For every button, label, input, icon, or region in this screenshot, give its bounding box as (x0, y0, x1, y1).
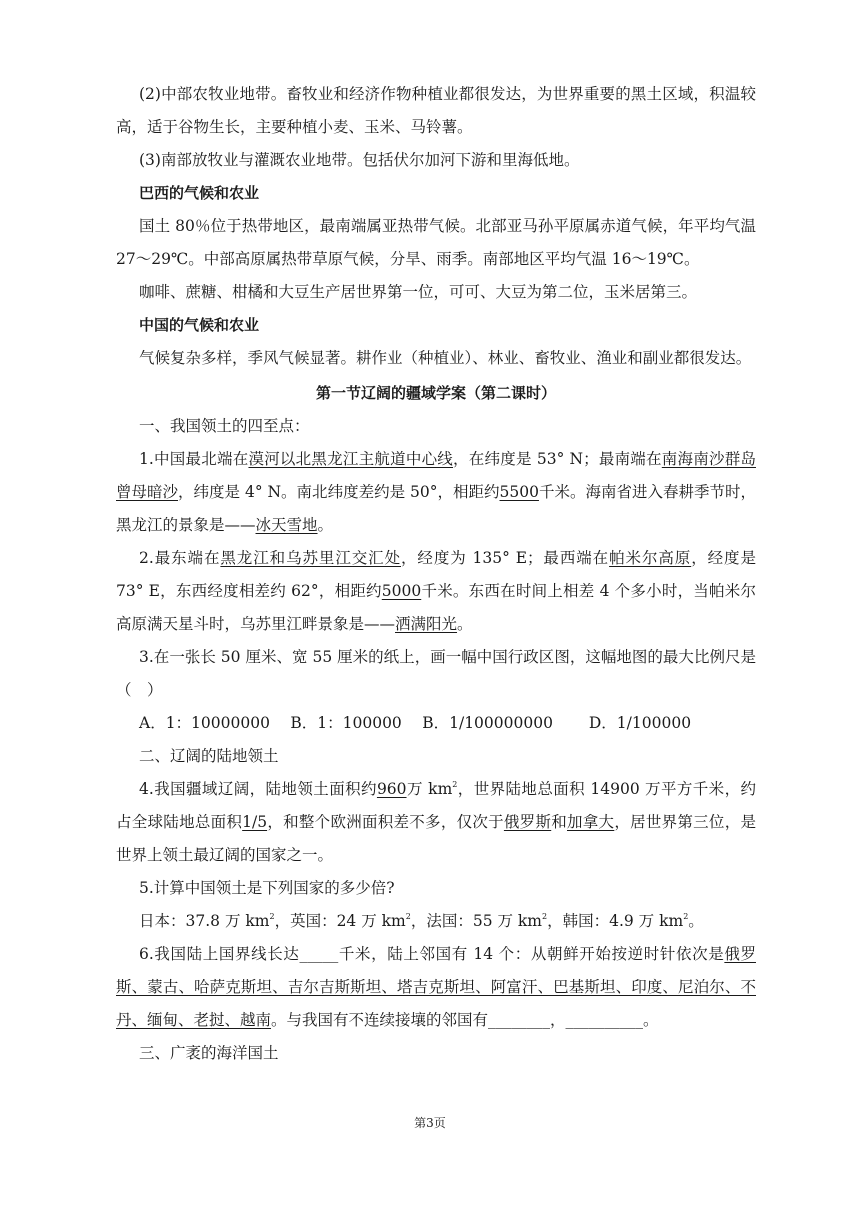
answer-land-fraction: 1/5 (242, 813, 268, 831)
heading-china: 中国的气候和农业 (139, 316, 260, 334)
page-number: 第3页 (414, 1116, 446, 1130)
answer-wusuli-scene: 洒满阳光 (395, 615, 458, 633)
answer-eastmost: 黑龙江和乌苏里江交汇处 (220, 549, 401, 567)
question-6: 6.我国陆上国界线长达_____千米，陆上邻国有 14 个：从朝鲜开始按逆时针依次是俄罗斯、蒙古、哈萨克斯坦、吉尔吉斯斯坦、塔吉克斯坦、阿富汗、巴基斯坦、印度、尼泊尔、不丹、缅甸、老挝、越南。与我国有不连续接壤的邻国有________，__________。 (116, 945, 756, 1029)
section-heading-2: 二、辽阔的陆地领土 (139, 747, 279, 765)
document-body (116, 78, 756, 1070)
question-4: 4.我国疆域辽阔，陆地领土面积约960万 $km^2$，世界陆地总面积 14900 万平方千米，约占全球陆地总面积1/5，和整个欧洲面积差不多，仅次于俄罗斯和加拿大，居世界第三位，是世界上领土最辽阔的国家之一。 (116, 780, 756, 864)
paragraph-brazil-agriculture: 咖啡、蔗糖、柑橘和大豆生产居世界第一位，可可、大豆为第二位，玉米居第三。 (139, 283, 698, 301)
section-title: 第一节辽阔的疆域学案（第二课时） (315, 384, 556, 402)
answer-russia: 俄罗斯 (503, 813, 552, 831)
question-2: 2.最东端在黑龙江和乌苏里江交汇处，经度为 135° E；最西端在帕米尔高原，经度是 73° E，东西经度相差约 62°，相距约5000千米。东西在时间上相差 4 个多小时，当帕米尔高原满天星斗时，乌苏里江畔景象是——洒满阳光。 (116, 549, 756, 633)
question-5-countries: 日本：37.8 万 $km^2$，英国：24 万 $km^2$，法国：55 万 $km^2$，韩国：4.9 万 $km^2$。 (139, 912, 704, 930)
answer-ns-distance: 5500 (499, 483, 539, 501)
question-3: 3.在一张长 50 厘米、宽 55 厘米的纸上，画一幅中国行政区图，这幅地图的最大比例尺是（ ） (116, 648, 756, 699)
question-3-options: A．1：10000000 B．1：100000 B．1/100000000 D．1/100000 (139, 714, 692, 732)
heading-brazil: 巴西的气候和农业 (139, 184, 260, 202)
section-heading-1: 一、我国领土的四至点： (139, 417, 310, 435)
paragraph-china-climate: 气候复杂多样，季风气候显著。耕作业（种植业）、林业、畜牧业、渔业和副业都很发达。 (139, 349, 752, 367)
answer-land-area: 960 (376, 780, 407, 798)
paragraph-brazil-climate: 国土 80％位于热带地区，最南端属亚热带气候。北部亚马孙平原属赤道气候，年平均气温 27～29℃。中部高原属热带草原气候，分旱、雨季。南部地区平均气温 16～19℃。 (116, 217, 756, 268)
answer-southmost: 南海南沙群岛曾母暗沙 (116, 450, 756, 501)
section-heading-3: 三、广袤的海洋国土 (139, 1044, 279, 1062)
paragraph-central-zone: (2)中部农牧业地带。畜牧业和经济作物种植业都很发达，为世界重要的黑土区域，积温较高，适于谷物生长，主要种植小麦、玉米、马铃薯。 (116, 85, 756, 136)
answer-canada: 加拿大 (567, 813, 615, 831)
question-5: 5.计算中国领土是下列国家的多少倍? (139, 879, 395, 897)
answer-neighbors: 俄罗斯、蒙古、哈萨克斯坦、吉尔吉斯斯坦、塔吉克斯坦、阿富汗、巴基斯坦、印度、尼泊尔、不丹、缅甸、老挝、越南 (116, 945, 756, 1029)
paragraph-southern-zone: (3)南部放牧业与灌溉农业地带。包括伏尔加河下游和里海低地。 (139, 151, 580, 169)
question-1: 1.中国最北端在漠河以北黑龙江主航道中心线，在纬度是 53° N；最南端在南海南沙群岛曾母暗沙，纬度是 4° N。南北纬度差约是 50°，相距约5500千米。海南省进入春耕季节时，黑龙江的景象是——冰天雪地。 (116, 450, 756, 534)
answer-northmost: 漠河以北黑龙江主航道中心线 (248, 450, 454, 468)
answer-heilongjiang-scene: 冰天雪地 (255, 516, 318, 534)
answer-ew-distance: 5000 (381, 582, 422, 600)
answer-westmost: 帕米尔高原 (609, 549, 692, 567)
